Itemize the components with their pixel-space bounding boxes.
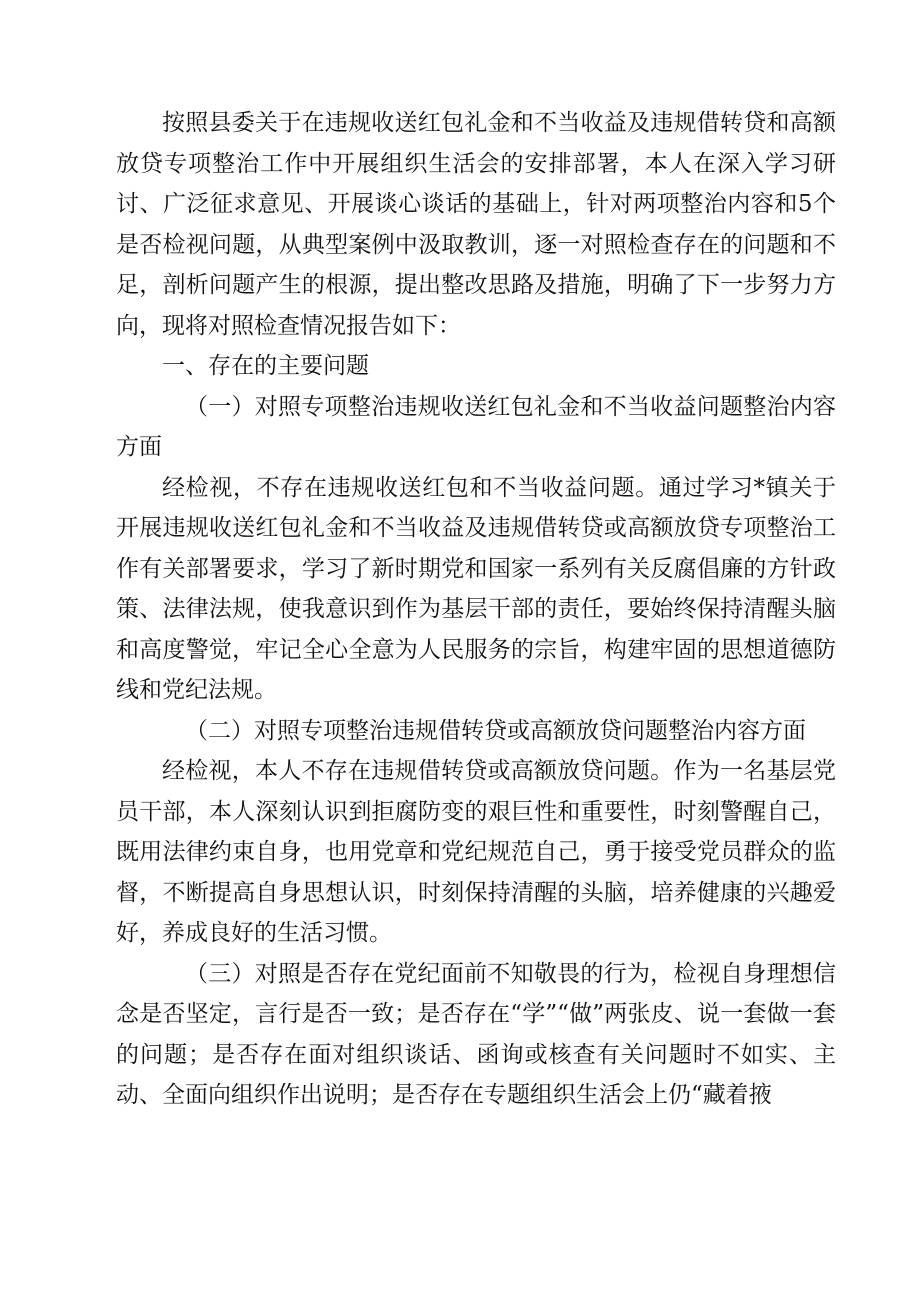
body-paragraph-1: 经检视，不存在违规收送红包和不当收益问题。通过学习*镇关于开展违规收送红包礼金和不当收益及违规借转贷或高额放贷专项整治工作有关部署要求，学习了新时期党和国家一系列有关反腐倡廉的方针政策、法律法规，使我意识到作为基层干部的责任，要始终保持清醒头脑和高度警觉，牢记全心全意为人民服务的宗旨，构建牢固的思想道德防线和党纪法规。 — [116, 474, 836, 703]
document-body — [116, 103, 836, 1116]
subsection-heading-1: （一）对照专项整治违规收送红包礼金和不当收益问题整治内容方面 — [116, 393, 836, 460]
subsection-heading-2: （二）对照专项整治违规借转贷或高额放贷问题整治内容方面 — [185, 717, 806, 744]
intro-paragraph: 按照县委关于在违规收送红包礼金和不当收益及违规借转贷和高额放贷专项整治工作中开展组织生活会的安排部署，本人在深入学习研讨、广泛征求意见、开展谈心谈话的基础上，针对两项整治内容和5个是否检视问题，从典型案例中汲取教训，逐一对照检查存在的问题和不足，剖析问题产生的根源，提出整改思路及措施，明确了下一步努力方向，现将对照检查情况报告如下： — [116, 110, 836, 339]
body-paragraph-2: 经检视，本人不存在违规借转贷或高额放贷问题。作为一名基层党员干部，本人深刻认识到拒腐防变的艰巨性和重要性，时刻警醒自己，既用法律约束自身，也用党章和党纪规范自己，勇于接受党员群众的监督，不断提高自身思想认识，时刻保持清醒的头脑，培养健康的兴趣爱好，养成良好的生活习惯。 — [116, 758, 836, 946]
subsection-heading-3: （三）对照是否存在党纪面前不知敬畏的行为，检视自身理想信念是否坚定，言行是否一致；是否存在“学”“做”两张皮、说一套做一套的问题；是否存在面对组织谈话、函询或核查有关问题时不如实、主动、全面向组织作出说明；是否存在专题组织生活会上仍“藏着掖 — [116, 960, 836, 1108]
section-heading-1: 一、存在的主要问题 — [162, 353, 369, 379]
